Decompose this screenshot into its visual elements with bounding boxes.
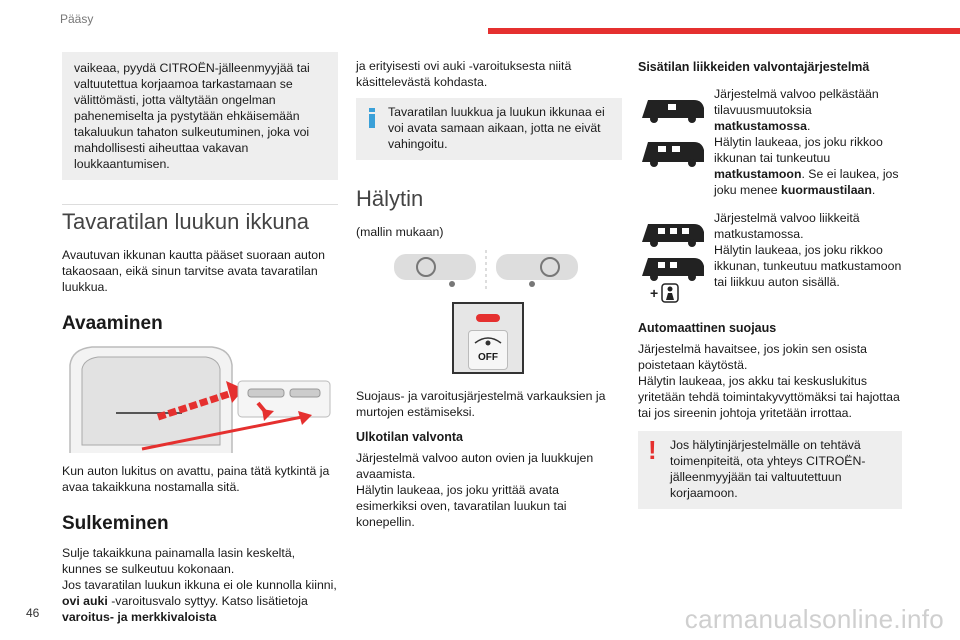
opening-title: Avaaminen [62, 313, 163, 334]
volumetric-line-2-mid: . Se ei laukea, jos joku menee [714, 167, 899, 197]
rear-window-intro: Avautuvan ikkunan kautta pääset suoraan auton takaosaan, eikä sinun tarvitse avata tavaratilan luukkua. [62, 248, 325, 294]
alarm-off-label: OFF [478, 352, 498, 363]
section-tab: Pääsy [60, 12, 94, 26]
closing-text-2a: Jos tavaratilan luukun ikkuna ei ole kunnolla kiinni, [62, 578, 337, 592]
closing-text-2d: varoitus- ja merkkivaloista [62, 610, 217, 624]
alarm-description: Suojaus- ja varoitusjärjestelmä varkauksien ja murtojen estämiseksi. [356, 389, 606, 419]
person-icon [662, 284, 678, 302]
closing-title: Sulkeminen [62, 513, 169, 534]
warning-continuation-box [62, 52, 338, 180]
auto-text-1: Järjestelmä havaitsee, jos jokin sen osista poistetaan käytöstä. [638, 342, 867, 372]
interior-monitoring-title: Sisätilan liikkeiden valvontajärjestelmä [638, 60, 870, 74]
van-icons-1 [638, 86, 714, 175]
volumetric-block [638, 86, 902, 198]
volumetric-bold-3: kuormaustilaan [781, 183, 872, 197]
warning-note-text: Jos hälytinjärjestelmälle on tehtävä toimenpiteitä, ota yhteys CITROËN-jälleenmyyjään tai valtuutettuun korjaamoon. [670, 438, 866, 500]
watermark: carmanualsonline.info [684, 604, 944, 634]
page-number: 46 [26, 606, 40, 620]
alarm-subtitle: (mallin mukaan) [356, 225, 444, 239]
column-3 [638, 52, 902, 509]
door-warning-reference: ja erityisesti ovi auki -varoituksesta niitä käsittelevästä kohdasta. [356, 59, 572, 89]
info-note-text: Tavaratilan luukkua ja luukun ikkunaa ei voi avata samaan aikaan, jotta ne eivät vahingoitu. [388, 105, 605, 151]
motion-text [714, 210, 902, 290]
volumetric-line-1-end: . [806, 119, 811, 133]
info-icon [366, 106, 378, 130]
opening-text: Kun auton lukitus on avattu, paina tätä kytkintä ja avaa takaikkuna nostamalla sitä. [62, 464, 330, 494]
volumetric-line-2-end: . [871, 183, 876, 197]
volumetric-bold-1: matkustamossa [714, 119, 807, 133]
info-note-box [356, 98, 622, 160]
van-icons-2 [638, 210, 714, 309]
exterior-text-1: Järjestelmä valvoo auton ovien ja luukkujen avaamista. [356, 451, 594, 481]
closing-text-1: Sulje takaikkuna painamalla lasin keskeltä, kunnes se sulkeutuu kokonaan. [62, 546, 296, 576]
motion-line-2: Hälytin laukeaa, jos joku rikkoo ikkunan, tunkeutuu matkustamoon tai liikkuu auton sisällä. [714, 243, 902, 289]
closing-text-2 [62, 577, 338, 625]
column-1 [62, 52, 338, 625]
column-2 [356, 52, 622, 530]
van-icon [638, 90, 708, 170]
van-icon-2 [638, 214, 708, 304]
auto-protection-title: Automaattinen suojaus [638, 321, 777, 335]
motion-line-1: Järjestelmä valvoo liikkeitä matkustamossa. [714, 211, 860, 241]
rear-window-illustration [62, 345, 338, 455]
svg-text:+: + [650, 285, 659, 301]
warning-continuation-text: vaikeaa, pyydä CITROËN-jälleenmyyjää tai valtuutettua korjaamoa tarkastamaan se välittömästi, jotta vältytään ongelman pahenemiselta ja pystytään ehkäisemään takaluukun tahaton sulkeutuminen, joka voi mahdollisesti aiheuttaa vakavan loukkaantumisen. [74, 61, 310, 171]
alarm-title: Hälytin [356, 186, 424, 211]
volumetric-line-2: Hälytin laukeaa, jos joku rikkoo ikkunan tai tunkeutuu [714, 135, 883, 165]
warning-note-box [638, 431, 902, 509]
header-accent-bar [488, 28, 960, 34]
closing-text-2c: -varoitusvalo syttyy. Katso lisätietoja [107, 594, 308, 608]
exterior-monitoring-title: Ulkotilan valvonta [356, 430, 463, 444]
closing-text-2b: ovi auki [62, 594, 108, 608]
exterior-text-2: Hälytin laukeaa, jos joku yrittää avata esimerkiksi oven, tavaratilan luukun tai konepellin. [356, 483, 567, 529]
motion-block [638, 210, 902, 309]
warning-icon: ! [648, 435, 657, 465]
volumetric-text [714, 86, 902, 198]
dashboard-illustration [356, 248, 622, 294]
section-title-rear-window: Tavaratilan luukun ikkuna [62, 204, 338, 235]
auto-text-2: Hälytin laukeaa, jos akku tai keskuslukitus yritetään tehdä toimintakyvyttömäksi tai hajottaa tai jos sireenin johtoja yritetään irrottaa. [638, 374, 900, 420]
volumetric-line-1: Järjestelmä valvoo pelkästään tilavuusmuutoksia [714, 87, 879, 117]
alarm-off-button-icon [452, 302, 524, 374]
volumetric-bold-2: matkustamoon [714, 167, 802, 181]
